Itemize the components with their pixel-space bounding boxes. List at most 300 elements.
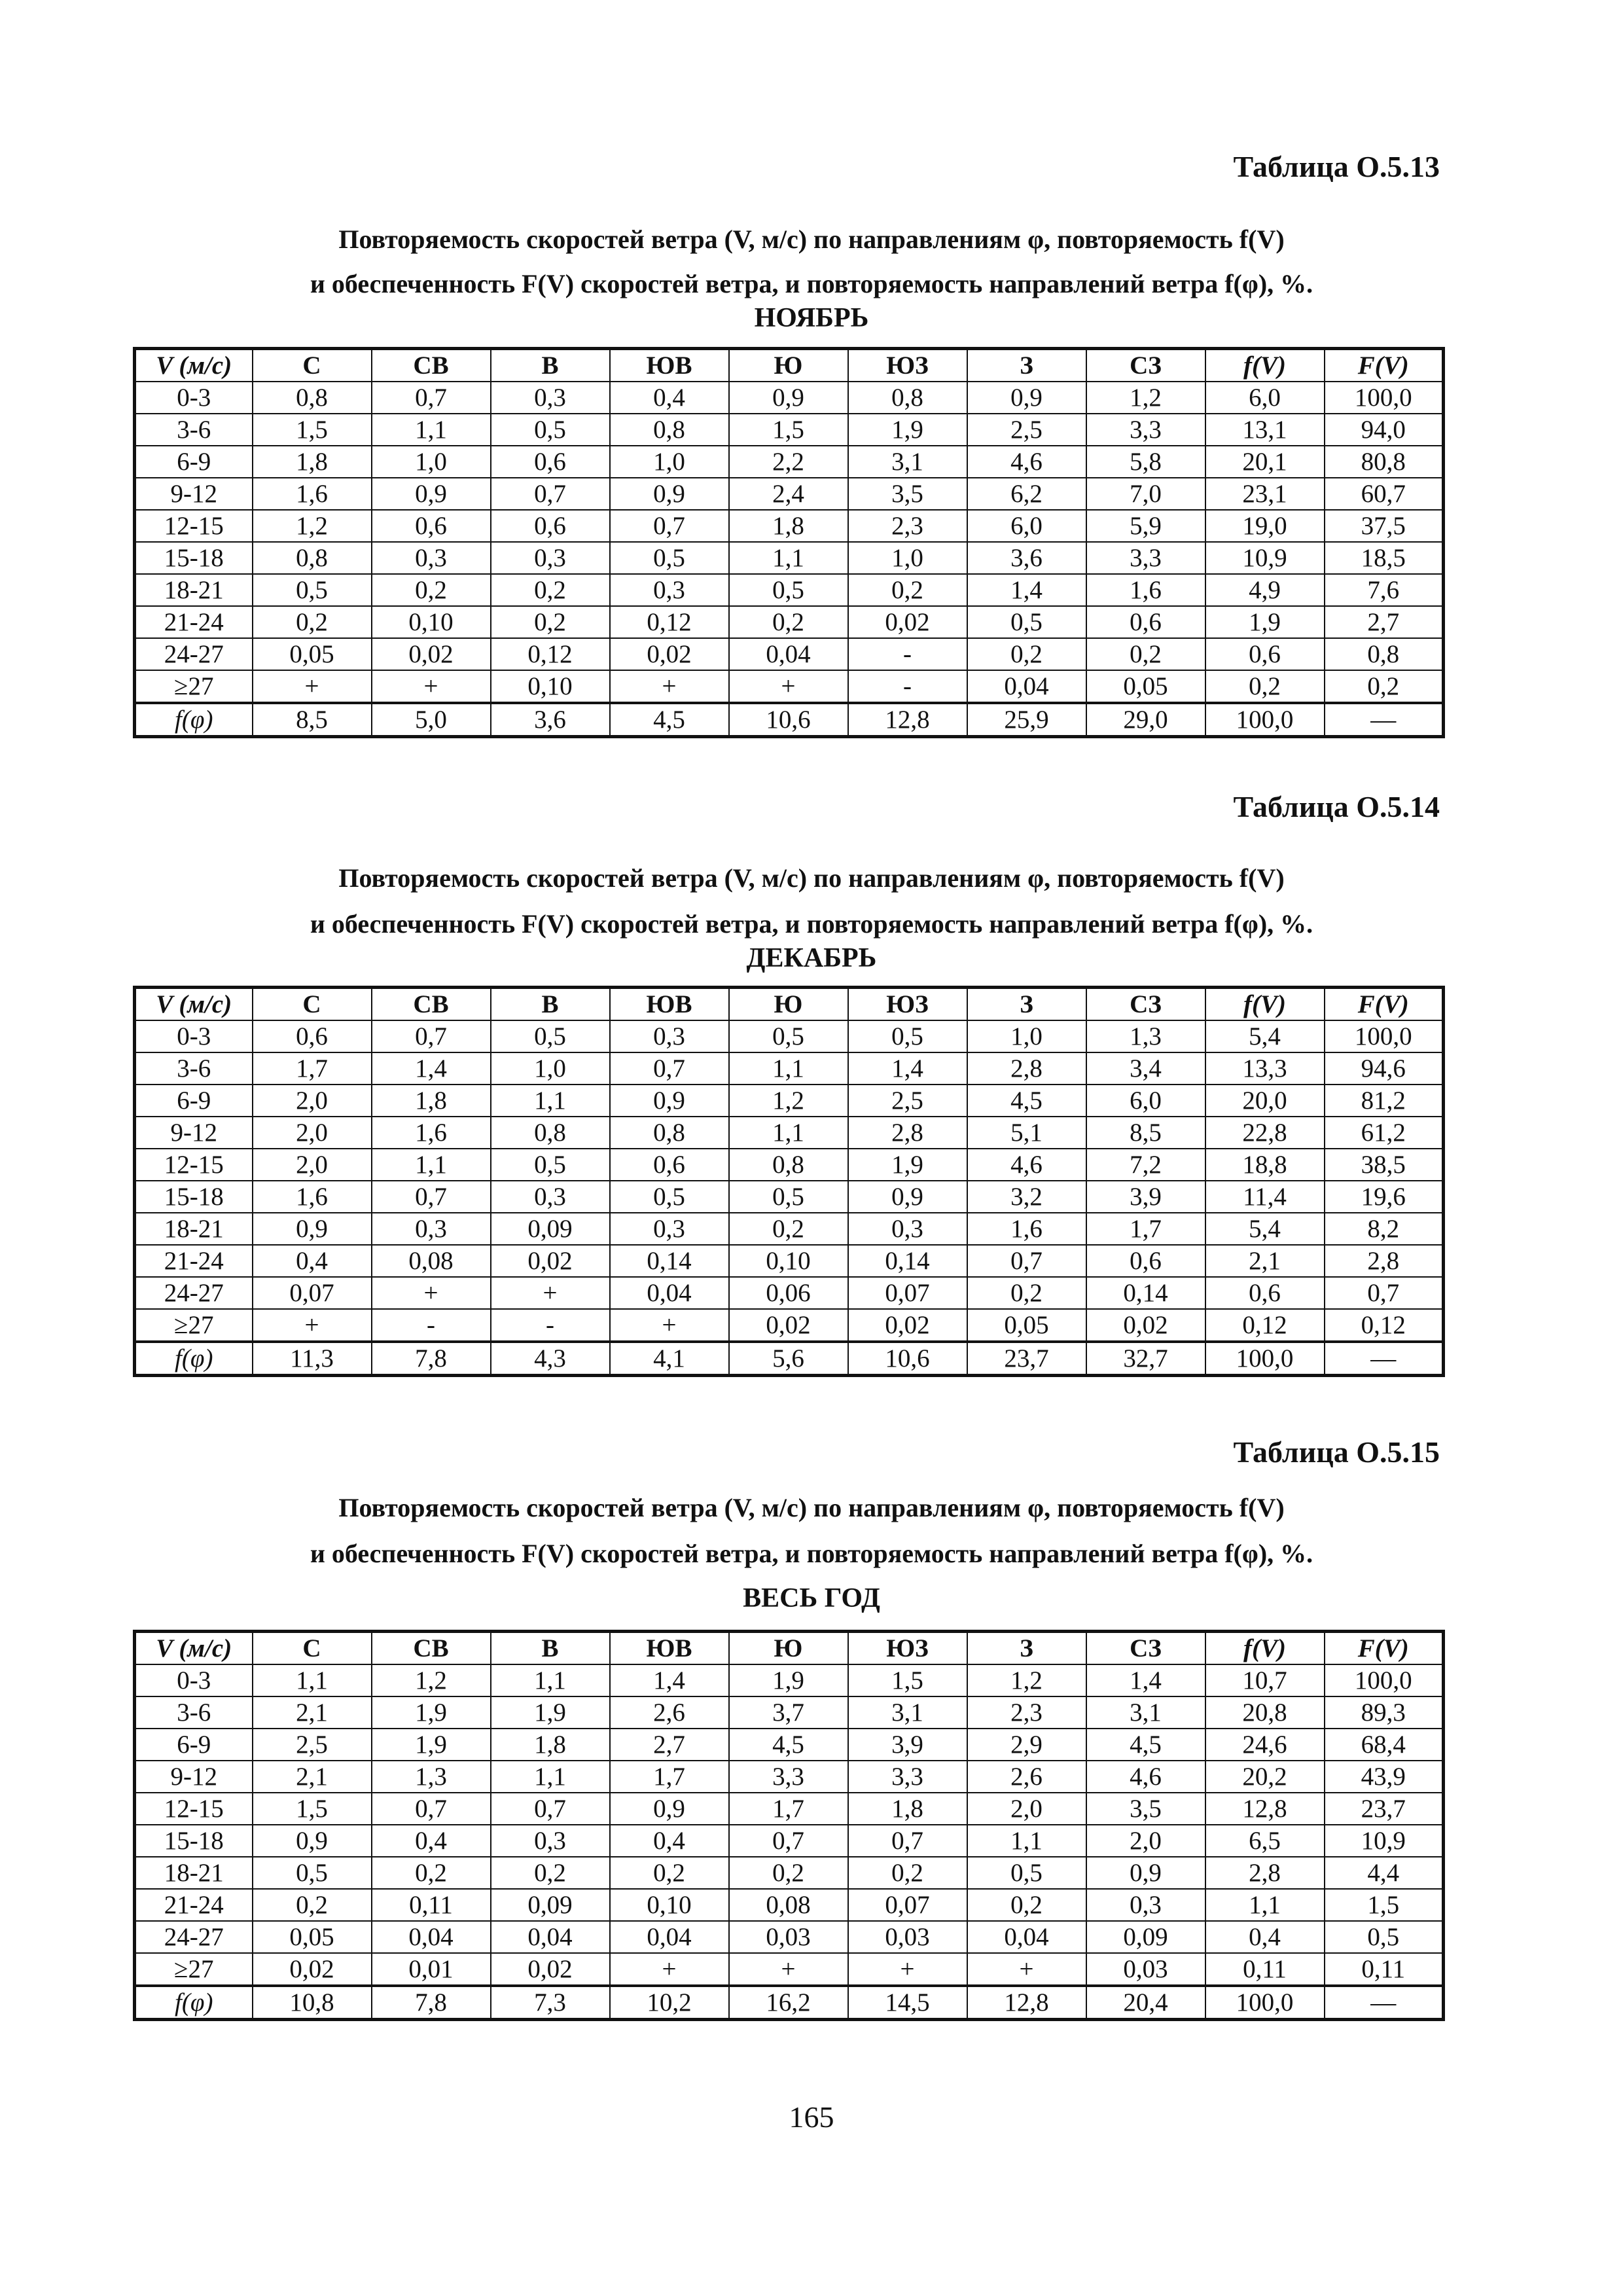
table-cell: +: [729, 670, 848, 703]
month-title: НОЯБРЬ: [754, 303, 869, 333]
table-cell: 4,5: [967, 1085, 1086, 1117]
table-cell: 1,5: [729, 414, 848, 446]
table-cell: 0,7: [610, 510, 729, 542]
row-label: 3-6: [135, 414, 253, 446]
table-row: [135, 1857, 1444, 1889]
table-row: [135, 1664, 1444, 1696]
table-cell: 2,5: [967, 414, 1086, 446]
row-label: 6-9: [135, 1729, 253, 1761]
table-caption-line1: Повторяемость скоростей ветра (V, м/с) по направлениям φ, повторяемость f(V): [338, 224, 1285, 254]
table-cell: 4,5: [729, 1729, 848, 1761]
column-header: С: [253, 1632, 372, 1665]
table-cell: 1,4: [610, 1664, 729, 1696]
table-cell: 1,9: [491, 1696, 610, 1729]
table-caption-line2: и обеспеченность F(V) скоростей ветра, и повторяемость направлений ветра f(φ), %.: [310, 1539, 1313, 1568]
table-cell: 0,05: [1086, 670, 1205, 703]
table-row: [135, 1277, 1444, 1309]
table-cell: 12,8: [967, 1986, 1086, 2020]
table-cell: 2,1: [253, 1761, 372, 1793]
table-cell: 37,5: [1325, 510, 1444, 542]
table-cell: 1,9: [372, 1696, 491, 1729]
table-cell: 1,8: [372, 1085, 491, 1117]
table-cell: 0,9: [372, 478, 491, 510]
table-cell: 2,0: [253, 1085, 372, 1117]
table-cell: 0,03: [848, 1921, 967, 1953]
table-cell: 1,1: [491, 1761, 610, 1793]
column-header: V (м/с): [135, 988, 253, 1021]
page-number: 165: [789, 2100, 834, 2134]
row-label: 0-3: [135, 1020, 253, 1052]
table-cell: -: [372, 1309, 491, 1342]
table-cell: 0,04: [491, 1921, 610, 1953]
table-cell: 10,6: [729, 703, 848, 737]
table-cell: 0,3: [1086, 1889, 1205, 1921]
row-label: 24-27: [135, 638, 253, 670]
table-cell: 3,1: [848, 1696, 967, 1729]
table-cell: 10,7: [1205, 1664, 1325, 1696]
column-header: f(V): [1205, 349, 1325, 382]
table-cell: 18,8: [1205, 1149, 1325, 1181]
row-label: 12-15: [135, 1149, 253, 1181]
table-cell: 5,0: [372, 703, 491, 737]
table-cell: 13,3: [1205, 1052, 1325, 1085]
table-cell: 0,6: [372, 510, 491, 542]
table-cell: 4,3: [491, 1342, 610, 1376]
direction-frequency-row: [135, 1342, 1444, 1376]
table-cell: 11,4: [1205, 1181, 1325, 1213]
table-cell: 3,1: [1086, 1696, 1205, 1729]
table-cell: 2,0: [1086, 1825, 1205, 1857]
table-cell: 20,1: [1205, 446, 1325, 478]
table-cell: 89,3: [1325, 1696, 1444, 1729]
table-number: Таблица О.5.14: [1233, 790, 1440, 823]
table-cell: 0,5: [1325, 1921, 1444, 1953]
table-cell: 0,2: [253, 1889, 372, 1921]
table-cell: 1,1: [729, 1117, 848, 1149]
column-header: V (м/с): [135, 349, 253, 382]
table-cell: 0,7: [372, 1020, 491, 1052]
table-cell: 2,4: [729, 478, 848, 510]
column-header: F(V): [1325, 1632, 1444, 1665]
table-cell: 0,5: [848, 1020, 967, 1052]
table-number: Таблица О.5.15: [1233, 1435, 1440, 1469]
table-cell: 1,0: [372, 446, 491, 478]
column-header: СВ: [372, 1632, 491, 1665]
column-header: СВ: [372, 349, 491, 382]
table-cell: 1,7: [1086, 1213, 1205, 1245]
table-cell: 0,02: [491, 1953, 610, 1986]
table-cell: 0,6: [610, 1149, 729, 1181]
table-cell: 0,02: [1086, 1309, 1205, 1342]
table-cell: 0,9: [729, 382, 848, 414]
direction-frequency-row: [135, 1986, 1444, 2020]
table-cell: 100,0: [1325, 1664, 1444, 1696]
table-cell: 3,6: [491, 703, 610, 737]
table-cell: 20,0: [1205, 1085, 1325, 1117]
table-cell: 1,4: [372, 1052, 491, 1085]
table-cell: 20,8: [1205, 1696, 1325, 1729]
table-cell: 0,03: [1086, 1953, 1205, 1986]
table-cell: +: [253, 670, 372, 703]
column-header: С: [253, 349, 372, 382]
table-row: [135, 1020, 1444, 1052]
table-cell: 1,6: [253, 1181, 372, 1213]
table-cell: 0,6: [491, 446, 610, 478]
table-cell: 0,3: [610, 1213, 729, 1245]
table-cell: 100,0: [1325, 1020, 1444, 1052]
table-cell: 0,03: [729, 1921, 848, 1953]
table-cell: 0,5: [729, 1181, 848, 1213]
table-cell: 7,8: [372, 1342, 491, 1376]
column-header: f(V): [1205, 1632, 1325, 1665]
table-cell: 4,6: [1086, 1761, 1205, 1793]
row-label: 12-15: [135, 1793, 253, 1825]
row-label: ≥27: [135, 1309, 253, 1342]
table-cell: 2,0: [253, 1149, 372, 1181]
table-row: [135, 1149, 1444, 1181]
table-cell: 1,2: [1086, 382, 1205, 414]
table-cell: 1,5: [848, 1664, 967, 1696]
column-header: С: [253, 988, 372, 1021]
table-cell: 2,3: [848, 510, 967, 542]
table-cell: 19,0: [1205, 510, 1325, 542]
table-cell: 1,1: [729, 542, 848, 574]
table-cell: 1,1: [372, 1149, 491, 1181]
table-cell: 6,5: [1205, 1825, 1325, 1857]
table-cell: 1,1: [253, 1664, 372, 1696]
table-cell: 0,9: [253, 1213, 372, 1245]
table-cell: 1,0: [491, 1052, 610, 1085]
table-cell: +: [372, 1277, 491, 1309]
table-cell: 0,5: [253, 574, 372, 606]
table-cell: 1,3: [1086, 1020, 1205, 1052]
row-label: f(φ): [135, 1986, 253, 2020]
table-cell: 0,9: [1086, 1857, 1205, 1889]
table-cell: 2,8: [1205, 1857, 1325, 1889]
row-label: 9-12: [135, 1761, 253, 1793]
column-header: З: [967, 988, 1086, 1021]
table-cell: 0,3: [372, 1213, 491, 1245]
table-cell: 2,5: [253, 1729, 372, 1761]
table-cell: 22,8: [1205, 1117, 1325, 1149]
table-cell: —: [1325, 1986, 1444, 2020]
table-cell: 94,6: [1325, 1052, 1444, 1085]
table-cell: 0,7: [372, 382, 491, 414]
table-cell: 0,02: [848, 606, 967, 638]
table-cell: 19,6: [1325, 1181, 1444, 1213]
table-cell: 3,3: [848, 1761, 967, 1793]
month-title: ДЕКАБРЬ: [746, 943, 877, 973]
table-cell: -: [848, 670, 967, 703]
table-cell: 7,6: [1325, 574, 1444, 606]
table-cell: 0,02: [491, 1245, 610, 1277]
table-cell: 0,07: [848, 1889, 967, 1921]
table-cell: 0,2: [729, 1857, 848, 1889]
table-row: [135, 1085, 1444, 1117]
table-cell: 1,2: [253, 510, 372, 542]
table-cell: 5,1: [967, 1117, 1086, 1149]
table-cell: -: [491, 1309, 610, 1342]
row-label: 12-15: [135, 510, 253, 542]
table-cell: 4,6: [967, 1149, 1086, 1181]
table-cell: 2,3: [967, 1696, 1086, 1729]
table-row: [135, 1117, 1444, 1149]
table-cell: 0,12: [491, 638, 610, 670]
row-label: 18-21: [135, 574, 253, 606]
table-cell: 0,04: [729, 638, 848, 670]
table-cell: 2,2: [729, 446, 848, 478]
table-cell: 0,7: [848, 1825, 967, 1857]
table-cell: 0,12: [1205, 1309, 1325, 1342]
table-cell: 0,8: [253, 542, 372, 574]
table-cell: 1,0: [967, 1020, 1086, 1052]
table-cell: 12,8: [1205, 1793, 1325, 1825]
table-cell: 1,2: [372, 1664, 491, 1696]
table-cell: 0,4: [610, 1825, 729, 1857]
table-cell: 0,14: [610, 1245, 729, 1277]
table-cell: 0,2: [253, 606, 372, 638]
table-cell: 0,14: [848, 1245, 967, 1277]
table-cell: 7,3: [491, 1986, 610, 2020]
column-header: F(V): [1325, 349, 1444, 382]
table-cell: 5,4: [1205, 1213, 1325, 1245]
table-cell: 12,8: [848, 703, 967, 737]
table-cell: 3,9: [1086, 1181, 1205, 1213]
table-cell: 0,5: [253, 1857, 372, 1889]
table-cell: 2,7: [610, 1729, 729, 1761]
table-cell: 0,2: [372, 574, 491, 606]
table-cell: 29,0: [1086, 703, 1205, 737]
table-cell: 0,7: [372, 1793, 491, 1825]
table-cell: 1,1: [491, 1085, 610, 1117]
table-cell: 5,8: [1086, 446, 1205, 478]
table-cell: 1,8: [729, 510, 848, 542]
table-cell: 68,4: [1325, 1729, 1444, 1761]
table-cell: 1,9: [729, 1664, 848, 1696]
wind-table-november: [133, 347, 1445, 738]
table-cell: 1,0: [848, 542, 967, 574]
row-label: 24-27: [135, 1277, 253, 1309]
table-cell: 11,3: [253, 1342, 372, 1376]
table-cell: 1,9: [848, 414, 967, 446]
table-cell: 0,9: [253, 1825, 372, 1857]
table-cell: 0,8: [1325, 638, 1444, 670]
table-cell: +: [253, 1309, 372, 1342]
table-cell: 1,9: [372, 1729, 491, 1761]
table-cell: 0,9: [967, 382, 1086, 414]
column-header: В: [491, 349, 610, 382]
table-cell: 0,6: [491, 510, 610, 542]
table-cell: 1,6: [1086, 574, 1205, 606]
table-cell: 2,6: [610, 1696, 729, 1729]
table-cell: 1,7: [253, 1052, 372, 1085]
row-label: 18-21: [135, 1857, 253, 1889]
row-label: 18-21: [135, 1213, 253, 1245]
table-cell: 0,2: [967, 1889, 1086, 1921]
table-cell: 1,9: [1205, 606, 1325, 638]
table-cell: 61,2: [1325, 1117, 1444, 1149]
row-label: 0-3: [135, 382, 253, 414]
table-cell: 23,7: [967, 1342, 1086, 1376]
table-cell: 0,7: [491, 1793, 610, 1825]
table-cell: 0,10: [491, 670, 610, 703]
table-cell: +: [729, 1953, 848, 1986]
table-cell: 16,2: [729, 1986, 848, 2020]
table-cell: 3,4: [1086, 1052, 1205, 1085]
table-caption-line2: и обеспеченность F(V) скоростей ветра, и повторяемость направлений ветра f(φ), %.: [310, 269, 1313, 298]
table-cell: 0,6: [1205, 1277, 1325, 1309]
table-cell: 0,8: [253, 382, 372, 414]
direction-frequency-row: [135, 703, 1444, 737]
table-cell: 13,1: [1205, 414, 1325, 446]
table-cell: 0,2: [610, 1857, 729, 1889]
table-cell: 10,9: [1205, 542, 1325, 574]
row-label: ≥27: [135, 670, 253, 703]
column-header: V (м/с): [135, 1632, 253, 1665]
table-cell: 0,5: [610, 542, 729, 574]
table-cell: 0,04: [610, 1277, 729, 1309]
table-row: [135, 1696, 1444, 1729]
table-row: [135, 1245, 1444, 1277]
column-header: Ю: [729, 988, 848, 1021]
table-cell: 0,5: [491, 1020, 610, 1052]
table-cell: 2,6: [967, 1761, 1086, 1793]
column-header: СЗ: [1086, 1632, 1205, 1665]
table-row: [135, 1309, 1444, 1342]
table-row: [135, 1761, 1444, 1793]
table-header-row: [135, 349, 1444, 382]
table-cell: 1,1: [729, 1052, 848, 1085]
row-label: 9-12: [135, 1117, 253, 1149]
table-cell: 0,2: [1205, 670, 1325, 703]
table-row: [135, 510, 1444, 542]
table-cell: 0,02: [610, 638, 729, 670]
table-caption-line1: Повторяемость скоростей ветра (V, м/с) по направлениям φ, повторяемость f(V): [338, 863, 1285, 893]
table-cell: 81,2: [1325, 1085, 1444, 1117]
table-cell: 0,10: [610, 1889, 729, 1921]
table-cell: 3,9: [848, 1729, 967, 1761]
table-cell: 2,9: [967, 1729, 1086, 1761]
table-cell: 0,07: [848, 1277, 967, 1309]
column-header: З: [967, 349, 1086, 382]
table-cell: 1,2: [967, 1664, 1086, 1696]
table-cell: 0,2: [848, 574, 967, 606]
table-cell: 32,7: [1086, 1342, 1205, 1376]
table-cell: 0,7: [610, 1052, 729, 1085]
column-header: ЮЗ: [848, 988, 967, 1021]
table-cell: 0,7: [729, 1825, 848, 1857]
table-cell: 1,6: [253, 478, 372, 510]
table-row: [135, 542, 1444, 574]
table-cell: 23,7: [1325, 1793, 1444, 1825]
table-cell: 0,08: [729, 1889, 848, 1921]
row-label: 15-18: [135, 1825, 253, 1857]
table-cell: 0,02: [729, 1309, 848, 1342]
table-cell: 6,2: [967, 478, 1086, 510]
table-cell: 4,4: [1325, 1857, 1444, 1889]
table-cell: 0,5: [491, 1149, 610, 1181]
row-label: 15-18: [135, 542, 253, 574]
table-cell: 0,5: [491, 414, 610, 446]
table-row: [135, 1729, 1444, 1761]
table-cell: 60,7: [1325, 478, 1444, 510]
table-cell: 0,5: [967, 1857, 1086, 1889]
table-cell: 0,9: [610, 1793, 729, 1825]
table-cell: 0,7: [1325, 1277, 1444, 1309]
table-cell: 3,5: [1086, 1793, 1205, 1825]
table-cell: 94,0: [1325, 414, 1444, 446]
table-cell: 0,05: [253, 638, 372, 670]
table-row: [135, 1052, 1444, 1085]
table-cell: 0,07: [253, 1277, 372, 1309]
table-cell: 5,6: [729, 1342, 848, 1376]
table-cell: 0,09: [1086, 1921, 1205, 1953]
table-cell: 0,2: [729, 1213, 848, 1245]
table-cell: 3,3: [1086, 414, 1205, 446]
table-cell: 0,8: [848, 382, 967, 414]
table-cell: 0,04: [967, 670, 1086, 703]
row-label: 3-6: [135, 1052, 253, 1085]
table-cell: —: [1325, 703, 1444, 737]
table-cell: 1,8: [848, 1793, 967, 1825]
table-cell: 3,7: [729, 1696, 848, 1729]
column-header: В: [491, 1632, 610, 1665]
table-cell: 0,2: [1086, 638, 1205, 670]
table-cell: 1,1: [491, 1664, 610, 1696]
column-header: ЮЗ: [848, 349, 967, 382]
row-label: 15-18: [135, 1181, 253, 1213]
table-cell: 2,0: [967, 1793, 1086, 1825]
row-label: 21-24: [135, 1245, 253, 1277]
table-cell: 100,0: [1205, 703, 1325, 737]
table-row: [135, 1825, 1444, 1857]
table-cell: 0,05: [253, 1921, 372, 1953]
row-label: 21-24: [135, 606, 253, 638]
table-cell: 0,09: [491, 1889, 610, 1921]
table-cell: +: [610, 1309, 729, 1342]
table-cell: 0,6: [253, 1020, 372, 1052]
table-cell: 0,2: [967, 1277, 1086, 1309]
table-cell: 0,12: [1325, 1309, 1444, 1342]
table-cell: 0,4: [253, 1245, 372, 1277]
table-cell: 24,6: [1205, 1729, 1325, 1761]
table-cell: 3,3: [729, 1761, 848, 1793]
row-label: 6-9: [135, 1085, 253, 1117]
table-cell: 3,2: [967, 1181, 1086, 1213]
table-cell: +: [610, 670, 729, 703]
table-cell: 1,6: [967, 1213, 1086, 1245]
table-cell: 3,5: [848, 478, 967, 510]
row-label: f(φ): [135, 703, 253, 737]
table-cell: 0,6: [1086, 606, 1205, 638]
table-cell: +: [610, 1953, 729, 1986]
table-cell: 1,0: [610, 446, 729, 478]
table-cell: 0,2: [372, 1857, 491, 1889]
table-cell: 0,6: [1086, 1245, 1205, 1277]
table-cell: 8,5: [1086, 1117, 1205, 1149]
table-row: [135, 638, 1444, 670]
table-cell: 0,04: [610, 1921, 729, 1953]
table-cell: 0,11: [372, 1889, 491, 1921]
table-cell: 0,5: [610, 1181, 729, 1213]
table-cell: 1,5: [1325, 1889, 1444, 1921]
table-cell: 1,7: [610, 1761, 729, 1793]
row-label: 3-6: [135, 1696, 253, 1729]
column-header: ЮВ: [610, 349, 729, 382]
table-cell: 0,05: [967, 1309, 1086, 1342]
row-label: 9-12: [135, 478, 253, 510]
table-cell: 1,5: [253, 414, 372, 446]
